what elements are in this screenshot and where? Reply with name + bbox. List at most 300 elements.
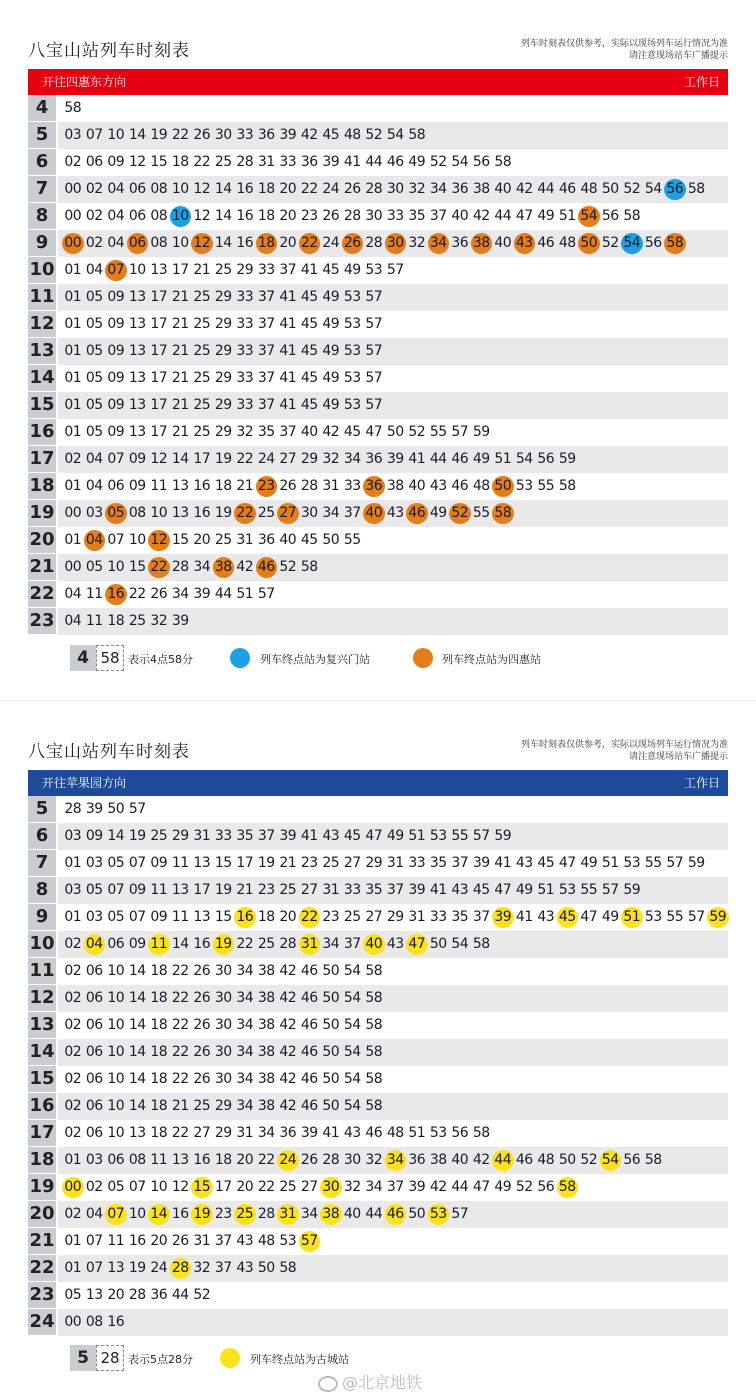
hour-row (28, 554, 728, 581)
minute: 41 (279, 397, 297, 413)
minute: 01 (64, 370, 82, 386)
minute: 12 (150, 451, 168, 467)
minutes-list (62, 230, 686, 257)
minute: 18 (150, 1044, 168, 1060)
minute: 17 (150, 316, 168, 332)
minute: 14 (107, 828, 125, 844)
minute: 17 (236, 855, 254, 871)
minute: 47 (515, 208, 533, 224)
minute: 46 (451, 451, 469, 467)
minute-orange-terminal: 00 (62, 233, 84, 254)
minute: 58 (472, 1125, 490, 1141)
minute-orange-terminal: 50 (492, 476, 514, 497)
hour-cell: 5 (28, 122, 56, 148)
hour-cell: 23 (28, 608, 56, 634)
minute-orange-terminal: 30 (385, 233, 407, 254)
minute: 55 (451, 828, 469, 844)
minute: 32 (408, 181, 426, 197)
minute: 39 (408, 1179, 426, 1195)
hour-row (28, 176, 728, 203)
minute: 48 (472, 478, 490, 494)
minute: 12 (193, 208, 211, 224)
minute: 31 (408, 909, 426, 925)
minute: 22 (236, 451, 254, 467)
minute: 11 (107, 1233, 125, 1249)
minute: 27 (300, 882, 318, 898)
minute: 15 (171, 532, 189, 548)
hour-row (28, 1255, 728, 1282)
minute: 10 (171, 181, 189, 197)
minute: 36 (150, 1287, 168, 1303)
minute-orange-terminal: 52 (449, 503, 471, 524)
minute: 41 (279, 289, 297, 305)
hour-row (28, 1309, 728, 1336)
minute: 36 (451, 235, 469, 251)
minutes-list (62, 122, 428, 149)
minute: 40 (451, 208, 469, 224)
legend-explanation: 表示5点28分 (128, 1353, 193, 1366)
minute: 53 (429, 828, 447, 844)
minute: 50 (107, 801, 125, 817)
minutes-list (62, 1120, 492, 1147)
minutes-list (62, 392, 385, 419)
minute: 25 (322, 855, 340, 871)
minute: 58 (408, 127, 426, 143)
hour-cell: 7 (28, 850, 56, 876)
minute-orange-terminal: 27 (277, 503, 299, 524)
minute: 10 (107, 559, 125, 575)
minute-yellow-terminal: 34 (385, 1150, 407, 1171)
minute: 22 (171, 963, 189, 979)
legend-explanation: 表示4点58分 (128, 653, 193, 666)
hour-cell: 9 (28, 904, 56, 930)
minute: 23 (322, 909, 340, 925)
minutes-list (62, 1012, 385, 1039)
minute: 26 (193, 127, 211, 143)
minute-orange-terminal: 22 (148, 557, 170, 578)
minute: 04 (107, 208, 125, 224)
minute-orange-terminal: 46 (406, 503, 428, 524)
minute: 30 (214, 127, 232, 143)
minute: 11 (85, 613, 103, 629)
minute: 07 (107, 882, 125, 898)
minute: 14 (128, 963, 146, 979)
minute: 14 (128, 1017, 146, 1033)
minute: 39 (386, 451, 404, 467)
minute: 46 (515, 1152, 533, 1168)
schedule-rows (28, 95, 728, 635)
minute: 58 (365, 1098, 383, 1114)
minute: 02 (64, 963, 82, 979)
minute: 54 (343, 1017, 361, 1033)
minute: 38 (257, 963, 275, 979)
minute-orange-terminal: 36 (363, 476, 385, 497)
minute: 33 (257, 262, 275, 278)
hour-row (28, 985, 728, 1012)
minute: 36 (279, 1125, 297, 1141)
hour-row (28, 904, 728, 931)
minute: 58 (687, 181, 705, 197)
minute-orange-terminal: 58 (492, 503, 514, 524)
minute: 49 (386, 828, 404, 844)
minute: 40 (343, 1206, 361, 1222)
minute-yellow-terminal: 57 (299, 1231, 321, 1252)
minute: 05 (85, 343, 103, 359)
minute: 52 (365, 127, 383, 143)
minute: 54 (451, 154, 469, 170)
minute: 18 (150, 963, 168, 979)
minute: 28 (257, 1206, 275, 1222)
minute: 22 (171, 990, 189, 1006)
minute: 34 (429, 181, 447, 197)
hour-cell: 20 (28, 1201, 56, 1227)
hour-row (28, 365, 728, 392)
minute: 15 (214, 909, 232, 925)
minute: 49 (322, 343, 340, 359)
minute: 51 (236, 586, 254, 602)
minute-orange-terminal: 46 (256, 557, 278, 578)
minute: 25 (193, 424, 211, 440)
minute: 21 (171, 424, 189, 440)
minute-yellow-terminal: 47 (406, 934, 428, 955)
minute: 14 (171, 451, 189, 467)
minute: 37 (472, 909, 490, 925)
minute: 16 (193, 478, 211, 494)
minute: 34 (300, 1206, 318, 1222)
minute: 46 (300, 1098, 318, 1114)
minute: 25 (279, 882, 297, 898)
minute: 07 (107, 532, 125, 548)
minute: 38 (472, 181, 490, 197)
minute: 31 (322, 882, 340, 898)
minute: 54 (343, 963, 361, 979)
minute: 10 (128, 532, 146, 548)
legend-yellow-label: 列车终点站为古城站 (250, 1353, 349, 1366)
hour-row (28, 257, 728, 284)
minute: 57 (451, 1206, 469, 1222)
hour-row (28, 392, 728, 419)
minute: 04 (85, 262, 103, 278)
minutes-list (62, 1228, 320, 1255)
minute: 49 (343, 262, 361, 278)
hour-row (28, 1147, 728, 1174)
minute: 05 (107, 855, 125, 871)
minute: 17 (150, 370, 168, 386)
hour-row (28, 1093, 728, 1120)
legend-minute-sample: 28 (96, 1345, 124, 1371)
hour-row (28, 473, 728, 500)
minute: 12 (128, 154, 146, 170)
minute: 13 (128, 370, 146, 386)
minute: 58 (64, 100, 82, 116)
minute: 29 (171, 828, 189, 844)
minutes-list (62, 1039, 385, 1066)
minute: 06 (107, 1152, 125, 1168)
minute: 25 (257, 936, 275, 952)
minutes-list (62, 1255, 299, 1282)
minute: 52 (429, 154, 447, 170)
timetable-title: 八宝山站列车时刻表 (28, 742, 190, 762)
minutes-list (62, 1147, 664, 1174)
minute: 33 (386, 208, 404, 224)
legend-hour-sample: 5 (70, 1345, 96, 1371)
minute: 34 (236, 1017, 254, 1033)
minute: 54 (343, 1098, 361, 1114)
minute: 22 (171, 1071, 189, 1087)
hour-row (28, 419, 728, 446)
minute: 11 (171, 909, 189, 925)
minute: 32 (343, 1179, 361, 1195)
minute: 53 (558, 882, 576, 898)
minute: 50 (601, 181, 619, 197)
minute: 27 (343, 855, 361, 871)
minute: 26 (322, 208, 340, 224)
minute: 17 (214, 1179, 232, 1195)
minute: 57 (472, 828, 490, 844)
minutes-list (62, 608, 191, 635)
minute: 35 (451, 909, 469, 925)
minute: 10 (107, 1071, 125, 1087)
minute: 57 (128, 801, 146, 817)
minute-orange-terminal: 23 (256, 476, 278, 497)
minute: 43 (322, 828, 340, 844)
minute: 48 (537, 1152, 555, 1168)
minute: 33 (408, 855, 426, 871)
minute: 56 (601, 208, 619, 224)
minute: 38 (257, 1044, 275, 1060)
minute: 26 (193, 1017, 211, 1033)
minute: 22 (257, 1152, 275, 1168)
minute: 46 (537, 235, 555, 251)
minutes-list (62, 176, 707, 203)
minute: 57 (451, 424, 469, 440)
minute: 46 (300, 1071, 318, 1087)
minute: 32 (408, 235, 426, 251)
minute: 42 (472, 1152, 490, 1168)
minutes-list (62, 95, 84, 122)
minute: 53 (343, 343, 361, 359)
minute: 04 (64, 613, 82, 629)
minute: 34 (322, 936, 340, 952)
hour-row (28, 1066, 728, 1093)
minute: 08 (150, 235, 168, 251)
legend-orange-label: 列车终点站为四惠站 (442, 653, 541, 666)
minute: 24 (322, 235, 340, 251)
hour-cell: 18 (28, 1147, 56, 1173)
minute: 57 (257, 586, 275, 602)
minute-yellow-terminal: 40 (363, 934, 385, 955)
minute: 05 (85, 424, 103, 440)
minute: 32 (150, 613, 168, 629)
minute: 01 (64, 532, 82, 548)
minute: 29 (386, 909, 404, 925)
minute: 49 (322, 370, 340, 386)
minute: 35 (365, 882, 383, 898)
minute: 09 (107, 343, 125, 359)
minute: 41 (408, 451, 426, 467)
minute: 18 (150, 1017, 168, 1033)
minute: 25 (214, 154, 232, 170)
minutes-list (62, 149, 514, 176)
minute: 49 (601, 909, 619, 925)
minute: 07 (85, 1260, 103, 1276)
minute: 14 (214, 181, 232, 197)
minute: 16 (193, 936, 211, 952)
minute: 22 (171, 1125, 189, 1141)
minute: 58 (558, 478, 576, 494)
minute: 37 (257, 397, 275, 413)
minute: 37 (386, 1179, 404, 1195)
minute: 29 (214, 289, 232, 305)
minute: 32 (365, 1152, 383, 1168)
hour-cell: 14 (28, 365, 56, 391)
minute: 29 (214, 316, 232, 332)
minutes-list (62, 850, 707, 877)
minute: 49 (472, 451, 490, 467)
minute: 13 (171, 505, 189, 521)
minute: 45 (300, 397, 318, 413)
minute: 13 (193, 909, 211, 925)
minute: 58 (365, 990, 383, 1006)
minute: 37 (214, 1233, 232, 1249)
minute: 04 (107, 235, 125, 251)
minute: 57 (386, 262, 404, 278)
note-line-2: 请注意现场站车广播提示 (628, 51, 728, 61)
minute: 58 (365, 963, 383, 979)
minute: 33 (236, 343, 254, 359)
minute-orange-terminal: 06 (127, 233, 149, 254)
minute: 54 (451, 936, 469, 952)
minute: 01 (64, 424, 82, 440)
minute: 37 (451, 855, 469, 871)
minute: 23 (214, 1206, 232, 1222)
minute-yellow-terminal: 58 (557, 1177, 579, 1198)
minute: 33 (236, 127, 254, 143)
minute: 08 (150, 181, 168, 197)
minute-orange-terminal: 43 (514, 233, 536, 254)
minute: 02 (64, 990, 82, 1006)
hour-cell: 18 (28, 473, 56, 499)
minute: 35 (429, 855, 447, 871)
minute: 28 (343, 208, 361, 224)
minute: 25 (214, 262, 232, 278)
row-background (58, 95, 728, 122)
minutes-list (62, 796, 148, 823)
minute: 14 (171, 936, 189, 952)
minute-yellow-terminal: 28 (170, 1258, 192, 1279)
minute: 19 (128, 828, 146, 844)
hour-cell: 23 (28, 1282, 56, 1308)
minute: 17 (193, 882, 211, 898)
minute: 49 (408, 154, 426, 170)
minute: 12 (193, 181, 211, 197)
minute: 45 (343, 424, 361, 440)
minute: 41 (300, 828, 318, 844)
minute: 21 (171, 316, 189, 332)
minute: 31 (193, 828, 211, 844)
minute: 02 (64, 451, 82, 467)
minute: 29 (214, 370, 232, 386)
minute: 04 (64, 586, 82, 602)
minute: 24 (150, 1260, 168, 1276)
minute: 16 (128, 1233, 146, 1249)
minute: 05 (107, 1179, 125, 1195)
minute: 16 (107, 1314, 125, 1330)
minute: 56 (472, 154, 490, 170)
minute: 26 (171, 1233, 189, 1249)
minute: 26 (193, 1044, 211, 1060)
minute: 30 (386, 181, 404, 197)
minutes-list (62, 823, 514, 850)
minute: 21 (279, 855, 297, 871)
minute: 01 (64, 1233, 82, 1249)
minute: 59 (494, 828, 512, 844)
minute-yellow-terminal: 15 (191, 1177, 213, 1198)
minute: 14 (128, 1098, 146, 1114)
minute: 53 (343, 397, 361, 413)
minute: 36 (408, 1152, 426, 1168)
minute: 58 (300, 559, 318, 575)
minute: 09 (107, 370, 125, 386)
minute: 57 (365, 343, 383, 359)
minute: 29 (214, 1125, 232, 1141)
hour-cell: 12 (28, 985, 56, 1011)
minute: 09 (128, 478, 146, 494)
hour-cell: 6 (28, 149, 56, 175)
legend-orange-dot-icon (413, 648, 433, 668)
minute: 20 (236, 1179, 254, 1195)
minute: 39 (171, 613, 189, 629)
minute: 11 (150, 478, 168, 494)
minute: 23 (300, 208, 318, 224)
minute-orange-terminal: 12 (191, 233, 213, 254)
minute: 13 (171, 478, 189, 494)
minute: 05 (85, 397, 103, 413)
minute: 16 (171, 1206, 189, 1222)
minute: 28 (128, 1287, 146, 1303)
minute: 46 (386, 154, 404, 170)
minute: 45 (472, 882, 490, 898)
minute: 21 (236, 882, 254, 898)
minute: 24 (322, 181, 340, 197)
minute: 59 (558, 451, 576, 467)
minute: 44 (451, 1179, 469, 1195)
minute: 25 (214, 532, 232, 548)
minute-orange-terminal: 34 (428, 233, 450, 254)
minute: 45 (322, 262, 340, 278)
minute: 10 (150, 505, 168, 521)
hour-row (28, 95, 728, 122)
minute: 01 (64, 855, 82, 871)
minute: 53 (343, 289, 361, 305)
minute: 20 (279, 909, 297, 925)
minute: 08 (128, 1152, 146, 1168)
minute: 50 (429, 936, 447, 952)
minute: 52 (580, 1152, 598, 1168)
minute: 39 (408, 882, 426, 898)
minute: 38 (429, 1152, 447, 1168)
minute: 10 (128, 1206, 146, 1222)
minute: 38 (386, 478, 404, 494)
minute-yellow-terminal: 24 (277, 1150, 299, 1171)
minute: 23 (300, 855, 318, 871)
minute: 38 (257, 1098, 275, 1114)
minute: 47 (580, 909, 598, 925)
minute: 13 (128, 289, 146, 305)
hour-row (28, 149, 728, 176)
minute: 13 (107, 1260, 125, 1276)
minute: 47 (365, 424, 383, 440)
